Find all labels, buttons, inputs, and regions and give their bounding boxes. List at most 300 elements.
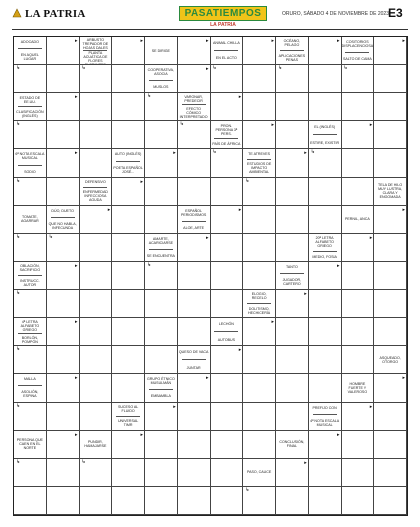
answer-cell[interactable] <box>80 487 113 515</box>
answer-cell[interactable] <box>47 93 80 121</box>
answer-cell[interactable] <box>47 178 80 206</box>
arrow-right-icon: ▸ <box>271 319 274 326</box>
answer-cell[interactable] <box>80 149 113 177</box>
clue-text: JUGADOR, CARTERO <box>282 278 302 287</box>
clue-cell <box>112 403 145 431</box>
answer-cell[interactable] <box>80 234 113 262</box>
answer-cell[interactable] <box>374 290 407 318</box>
clue-separator <box>280 50 304 51</box>
clue-cell <box>145 234 178 262</box>
answer-cell[interactable] <box>276 149 309 177</box>
answer-cell[interactable] <box>243 37 276 65</box>
answer-cell[interactable] <box>211 346 244 374</box>
answer-cell[interactable] <box>145 262 178 290</box>
clue-text: EL (INGLÉS) <box>314 125 336 130</box>
answer-cell[interactable] <box>112 234 145 262</box>
arrow-down-right-icon: ↳ <box>147 93 152 100</box>
arrow-down-right-icon: ↳ <box>278 65 283 72</box>
answer-cell[interactable] <box>80 262 113 290</box>
answer-cell[interactable] <box>374 121 407 149</box>
arrow-down-right-icon: ↳ <box>16 121 21 128</box>
answer-cell[interactable] <box>112 374 145 402</box>
clue-text: PRON. PERSONA 3ª PERS. <box>215 123 238 136</box>
clue-text: CLASIFICACIÓN (INGLÉS) <box>16 109 44 118</box>
arrow-right-icon: ▸ <box>173 150 176 157</box>
clue-cell <box>342 37 375 65</box>
clue-cell <box>211 37 244 65</box>
answer-cell[interactable] <box>342 459 375 487</box>
answer-cell[interactable] <box>374 459 407 487</box>
answer-cell[interactable] <box>309 262 342 290</box>
answer-cell[interactable] <box>309 178 342 206</box>
answer-cell[interactable] <box>112 65 145 93</box>
answer-cell[interactable] <box>342 403 375 431</box>
answer-cell[interactable] <box>14 487 47 515</box>
clue-separator <box>182 359 206 360</box>
answer-cell[interactable] <box>80 346 113 374</box>
answer-cell[interactable] <box>211 403 244 431</box>
answer-cell[interactable] <box>243 121 276 149</box>
answer-cell[interactable] <box>211 431 244 459</box>
clue-text: EFECTO CÓMICO INTERPRETADO <box>179 106 208 119</box>
answer-cell[interactable] <box>342 487 375 515</box>
answer-cell[interactable] <box>14 121 47 149</box>
answer-cell[interactable] <box>178 403 211 431</box>
answer-cell[interactable] <box>14 459 47 487</box>
clue-text: TANTO <box>285 264 298 269</box>
clue-separator <box>18 385 42 386</box>
answer-cell[interactable] <box>309 374 342 402</box>
clue-text: PERNIL, ANCA <box>344 217 370 222</box>
answer-cell[interactable] <box>112 206 145 234</box>
arrow-right-icon: ▸ <box>369 403 373 410</box>
clue-text: 6ª NOTA ESCALA MUSICAL <box>15 152 45 161</box>
arrow-right-icon: ▸ <box>74 94 78 101</box>
answer-cell[interactable] <box>211 206 244 234</box>
section-title: PASATIEMPOS <box>179 6 268 21</box>
answer-cell[interactable] <box>112 487 145 515</box>
clue-text: APLICACIONES PENAS <box>278 53 306 62</box>
answer-cell[interactable] <box>374 374 407 402</box>
arrow-down-right-icon: ↳ <box>16 65 21 72</box>
arrow-right-icon: ▸ <box>107 206 111 213</box>
answer-cell[interactable] <box>374 487 407 515</box>
clue-text: ARBUSTO TREPADOR DE HOJAS DALES <box>82 38 109 50</box>
answer-cell[interactable] <box>309 459 342 487</box>
answer-cell[interactable] <box>14 234 47 262</box>
clue-text: PLANTA ACUÁTICA DE FLORES FLOTANTES <box>83 51 108 66</box>
answer-cell[interactable] <box>309 149 342 177</box>
answer-cell[interactable] <box>276 234 309 262</box>
arrow-down-right-icon: ↳ <box>16 290 21 297</box>
clue-text: ASOLIÓN, ESPINA <box>21 390 39 399</box>
clue-text: HOMBRE FUERTE Y VALEROSO <box>347 381 368 394</box>
clue-cell <box>243 290 276 318</box>
clue-text: TELA DE HILO MUY LUSTRA, CLARA Y ENGOMADA <box>378 183 403 200</box>
answer-cell[interactable] <box>276 459 309 487</box>
answer-cell[interactable] <box>374 65 407 93</box>
clue-text: 4ª LETRA ALFABETO GRIEGO <box>20 319 40 332</box>
clue-separator <box>116 416 140 417</box>
arrow-down-right-icon: ↳ <box>310 149 315 156</box>
answer-cell[interactable] <box>276 121 309 149</box>
answer-cell[interactable] <box>178 374 211 402</box>
clue-text: SE ENCUENTRA <box>146 253 175 258</box>
clue-text: COSITORIOS DISPLACENCIOSA <box>341 40 374 49</box>
answer-cell[interactable] <box>211 262 244 290</box>
answer-cell[interactable] <box>342 346 375 374</box>
clue-text: AMARTE, ACARICIARSE <box>148 236 174 245</box>
answer-cell[interactable] <box>243 318 276 346</box>
answer-cell[interactable] <box>145 487 178 515</box>
arrow-down-right-icon: ↳ <box>343 65 348 72</box>
clue-cell <box>211 121 244 149</box>
clue-text: ESTIRE, EXISTIR <box>310 140 340 145</box>
clue-text: PUNDIR, HAMAJARSE <box>84 440 107 449</box>
clue-separator <box>345 52 369 53</box>
answer-cell[interactable] <box>145 206 178 234</box>
arrow-down-right-icon: ↳ <box>48 233 53 240</box>
answer-cell[interactable] <box>80 403 113 431</box>
answer-cell[interactable] <box>374 37 407 65</box>
answer-cell[interactable] <box>80 206 113 234</box>
answer-cell[interactable] <box>309 290 342 318</box>
answer-cell[interactable] <box>243 431 276 459</box>
answer-cell[interactable] <box>342 93 375 121</box>
clue-cell <box>145 65 178 93</box>
answer-cell[interactable] <box>342 290 375 318</box>
arrow-right-icon: ▸ <box>402 206 405 213</box>
answer-cell[interactable] <box>211 374 244 402</box>
answer-cell[interactable] <box>112 290 145 318</box>
answer-cell[interactable] <box>211 487 244 515</box>
answer-cell[interactable] <box>47 121 80 149</box>
clue-separator <box>313 414 337 415</box>
clue-separator <box>182 221 206 222</box>
answer-cell[interactable] <box>145 93 178 121</box>
answer-cell[interactable] <box>374 149 407 177</box>
answer-cell[interactable] <box>374 262 407 290</box>
answer-cell[interactable] <box>178 149 211 177</box>
answer-cell[interactable] <box>243 487 276 515</box>
answer-cell[interactable] <box>342 318 375 346</box>
answer-cell[interactable] <box>276 93 309 121</box>
clue-cell <box>243 459 276 487</box>
answer-cell[interactable] <box>80 318 113 346</box>
answer-cell[interactable] <box>145 149 178 177</box>
answer-cell[interactable] <box>80 374 113 402</box>
answer-cell[interactable] <box>309 431 342 459</box>
arrow-right-icon: ▸ <box>140 178 143 185</box>
answer-cell[interactable] <box>342 121 375 149</box>
arrow-down-right-icon: ↳ <box>81 458 86 465</box>
clue-text: EN EL ACTO <box>215 56 237 61</box>
answer-cell[interactable] <box>145 431 178 459</box>
clue-cell <box>309 234 342 262</box>
arrow-right-icon: ▸ <box>238 94 242 101</box>
answer-cell[interactable] <box>145 178 178 206</box>
answer-cell[interactable] <box>112 262 145 290</box>
answer-cell[interactable] <box>374 403 407 431</box>
answer-cell[interactable] <box>342 178 375 206</box>
answer-cell[interactable] <box>309 65 342 93</box>
clue-separator <box>247 303 271 304</box>
arrow-down-right-icon: ↳ <box>212 65 217 72</box>
arrow-down-right-icon: ↳ <box>179 121 184 128</box>
clue-text: POETA ESPAÑOL JOSÉ... <box>113 165 143 174</box>
section-brand <box>168 3 278 27</box>
answer-cell[interactable] <box>112 431 145 459</box>
clue-cell <box>14 149 47 177</box>
clue-cell <box>112 149 145 177</box>
arrow-right-icon: ▸ <box>304 291 307 298</box>
answer-cell[interactable] <box>14 65 47 93</box>
page-number: E3 <box>388 6 403 20</box>
answer-cell[interactable] <box>342 149 375 177</box>
answer-cell[interactable] <box>14 290 47 318</box>
clue-text: ELOGIO, RECELO <box>251 292 267 301</box>
arrow-down-right-icon: ↳ <box>16 346 21 353</box>
clue-text: UNIVERSAL TIMR <box>117 419 139 428</box>
clue-text: DEFENSIVO <box>84 179 106 184</box>
answer-cell[interactable] <box>342 431 375 459</box>
answer-cell[interactable] <box>47 262 80 290</box>
arrow-right-icon: ▸ <box>369 234 373 241</box>
answer-cell[interactable] <box>342 65 375 93</box>
answer-cell[interactable] <box>80 121 113 149</box>
answer-cell[interactable] <box>243 374 276 402</box>
answer-cell[interactable] <box>211 65 244 93</box>
clue-separator <box>51 217 75 218</box>
answer-cell[interactable] <box>80 290 113 318</box>
crossword-grid <box>13 36 408 516</box>
answer-cell[interactable] <box>309 37 342 65</box>
clue-text: TOMATE, AGARRAR <box>20 215 39 224</box>
arrow-down-right-icon: ↳ <box>16 177 21 184</box>
arrow-right-icon: ▸ <box>74 375 78 382</box>
clue-cell <box>14 206 47 234</box>
clue-text: SALTO DE CAMA <box>342 57 372 62</box>
answer-cell[interactable] <box>374 318 407 346</box>
clue-cell <box>276 37 309 65</box>
answer-cell[interactable] <box>309 206 342 234</box>
answer-cell[interactable] <box>309 318 342 346</box>
clue-text: EN AQUEL LUGAR <box>20 53 39 62</box>
answer-cell[interactable] <box>112 37 145 65</box>
answer-cell[interactable] <box>47 459 80 487</box>
clue-separator <box>182 104 206 105</box>
answer-cell[interactable] <box>47 65 80 93</box>
answer-cell[interactable] <box>178 290 211 318</box>
arrow-right-icon: ▸ <box>271 122 274 129</box>
arrow-right-icon: ▸ <box>205 375 209 382</box>
answer-cell[interactable] <box>178 65 211 93</box>
answer-cell[interactable] <box>178 262 211 290</box>
clue-text: ALOE, ARTE <box>183 225 205 230</box>
answer-cell[interactable] <box>243 346 276 374</box>
arrow-right-icon: ▸ <box>402 38 405 44</box>
clue-cell <box>309 403 342 431</box>
answer-cell[interactable] <box>47 234 80 262</box>
answer-cell[interactable] <box>145 346 178 374</box>
answer-cell[interactable] <box>374 93 407 121</box>
clue-text: QUE NO HABLA, INFECUNDA <box>48 221 77 230</box>
answer-cell[interactable] <box>145 290 178 318</box>
answer-cell[interactable] <box>112 93 145 121</box>
answer-cell[interactable] <box>309 346 342 374</box>
clue-text: 20ª LETRA ALFABETO GRIEGO <box>315 236 334 249</box>
answer-cell[interactable] <box>243 403 276 431</box>
answer-cell[interactable] <box>47 431 80 459</box>
clue-cell <box>80 431 113 459</box>
clue-cell <box>14 262 47 290</box>
answer-cell[interactable] <box>276 403 309 431</box>
answer-cell[interactable] <box>47 290 80 318</box>
answer-cell[interactable] <box>374 234 407 262</box>
answer-cell[interactable] <box>178 37 211 65</box>
answer-cell[interactable] <box>47 374 80 402</box>
clue-cell <box>14 37 47 65</box>
clue-text: SODIO <box>24 169 36 174</box>
clue-cell <box>47 206 80 234</box>
answer-cell[interactable] <box>243 93 276 121</box>
clue-text: MUSLOS <box>153 85 169 90</box>
clue-cell <box>145 37 178 65</box>
answer-cell[interactable] <box>211 290 244 318</box>
answer-cell[interactable] <box>80 459 113 487</box>
clue-cell <box>14 93 47 121</box>
answer-cell[interactable] <box>374 206 407 234</box>
answer-cell[interactable] <box>243 262 276 290</box>
arrow-right-icon: ▸ <box>304 150 307 157</box>
clue-separator <box>18 275 42 276</box>
arrow-down-right-icon: ↳ <box>16 402 21 409</box>
clue-cell <box>243 149 276 177</box>
arrow-right-icon: ▸ <box>336 38 340 44</box>
answer-cell[interactable] <box>211 178 244 206</box>
clue-text: PERSONA QUE CAEN EN EL NORTE <box>16 438 43 451</box>
answer-cell[interactable] <box>47 487 80 515</box>
answer-cell[interactable] <box>145 459 178 487</box>
answer-cell[interactable] <box>276 374 309 402</box>
answer-cell[interactable] <box>276 65 309 93</box>
arrow-right-icon: ▸ <box>238 206 242 213</box>
answer-cell[interactable] <box>211 93 244 121</box>
answer-cell[interactable] <box>47 318 80 346</box>
answer-cell[interactable] <box>243 65 276 93</box>
answer-cell[interactable] <box>178 121 211 149</box>
arrow-down-right-icon: ↳ <box>212 149 217 156</box>
arrow-right-icon: ▸ <box>74 38 78 44</box>
answer-cell[interactable] <box>145 318 178 346</box>
header-rule <box>12 29 408 30</box>
clue-text: EMBAMBLA <box>150 394 171 399</box>
clue-separator <box>18 165 42 166</box>
clue-separator <box>83 187 107 188</box>
clue-separator <box>18 333 42 334</box>
answer-cell[interactable] <box>14 403 47 431</box>
arrow-right-icon: ▸ <box>74 431 78 438</box>
answer-cell[interactable] <box>112 459 145 487</box>
answer-cell[interactable] <box>112 121 145 149</box>
answer-cell[interactable] <box>178 431 211 459</box>
clue-text: GRUPO ÉTNICO MUSULMÁN <box>146 377 175 386</box>
clue-text: OCÉANO, PELAGO <box>283 39 301 48</box>
answer-cell[interactable] <box>211 459 244 487</box>
answer-cell[interactable] <box>342 234 375 262</box>
answer-cell[interactable] <box>276 178 309 206</box>
clue-text: ANIMAL CHILLA <box>212 40 240 45</box>
answer-cell[interactable] <box>276 318 309 346</box>
answer-cell[interactable] <box>276 290 309 318</box>
clue-cell <box>211 318 244 346</box>
answer-cell[interactable] <box>112 346 145 374</box>
arrow-right-icon: ▸ <box>402 375 405 382</box>
clue-text: AUTOBUS <box>217 337 236 342</box>
answer-cell[interactable] <box>276 346 309 374</box>
clue-text: ADOCADO <box>20 40 39 45</box>
clue-cell <box>14 318 47 346</box>
arrow-right-icon: ▸ <box>74 319 78 326</box>
answer-cell[interactable] <box>178 318 211 346</box>
answer-cell[interactable] <box>112 318 145 346</box>
clue-text: DOLITISMO, HECHICERÍA <box>248 306 271 315</box>
clue-cell <box>14 374 47 402</box>
answer-cell[interactable] <box>47 149 80 177</box>
clue-text: PASO, CAUCE <box>246 470 272 475</box>
answer-cell[interactable] <box>243 178 276 206</box>
clue-text: DÚO, DUETO <box>51 208 74 213</box>
clue-text: OBLACIÓN, SACRIFICIO <box>19 264 41 273</box>
clue-text: ESTUDIOS DE IMPACTO AMBIENTAL <box>246 162 272 175</box>
answer-cell[interactable] <box>178 234 211 262</box>
clue-separator <box>214 331 238 332</box>
answer-cell[interactable] <box>243 234 276 262</box>
answer-cell[interactable] <box>112 178 145 206</box>
answer-cell[interactable] <box>211 234 244 262</box>
clue-text: ENFERMEDAD INFECCIOSA AGUDA <box>82 190 108 203</box>
answer-cell[interactable] <box>14 178 47 206</box>
clue-cell <box>374 178 407 206</box>
answer-cell[interactable] <box>276 487 309 515</box>
answer-cell[interactable] <box>211 149 244 177</box>
answer-cell[interactable] <box>47 37 80 65</box>
answer-cell[interactable] <box>80 93 113 121</box>
arrow-right-icon: ▸ <box>205 234 209 241</box>
clue-cell <box>80 37 113 65</box>
answer-cell[interactable] <box>47 403 80 431</box>
answer-cell[interactable] <box>47 346 80 374</box>
clue-text: BORLÓN, POMPÓN <box>21 335 38 344</box>
answer-cell[interactable] <box>145 121 178 149</box>
answer-cell[interactable] <box>243 206 276 234</box>
answer-cell[interactable] <box>80 65 113 93</box>
answer-cell[interactable] <box>276 206 309 234</box>
answer-cell[interactable] <box>178 459 211 487</box>
arrow-down-right-icon: ↳ <box>81 65 86 72</box>
answer-cell[interactable] <box>342 262 375 290</box>
answer-cell[interactable] <box>145 403 178 431</box>
answer-cell[interactable] <box>374 431 407 459</box>
answer-cell[interactable] <box>14 346 47 374</box>
answer-cell[interactable] <box>178 487 211 515</box>
arrow-right-icon: ▸ <box>271 38 274 44</box>
answer-cell[interactable] <box>309 93 342 121</box>
answer-cell[interactable] <box>178 178 211 206</box>
clue-text: ESTADO DE EE.UU. <box>19 95 41 104</box>
arrow-down-right-icon: ↳ <box>16 458 21 465</box>
answer-cell[interactable] <box>309 487 342 515</box>
